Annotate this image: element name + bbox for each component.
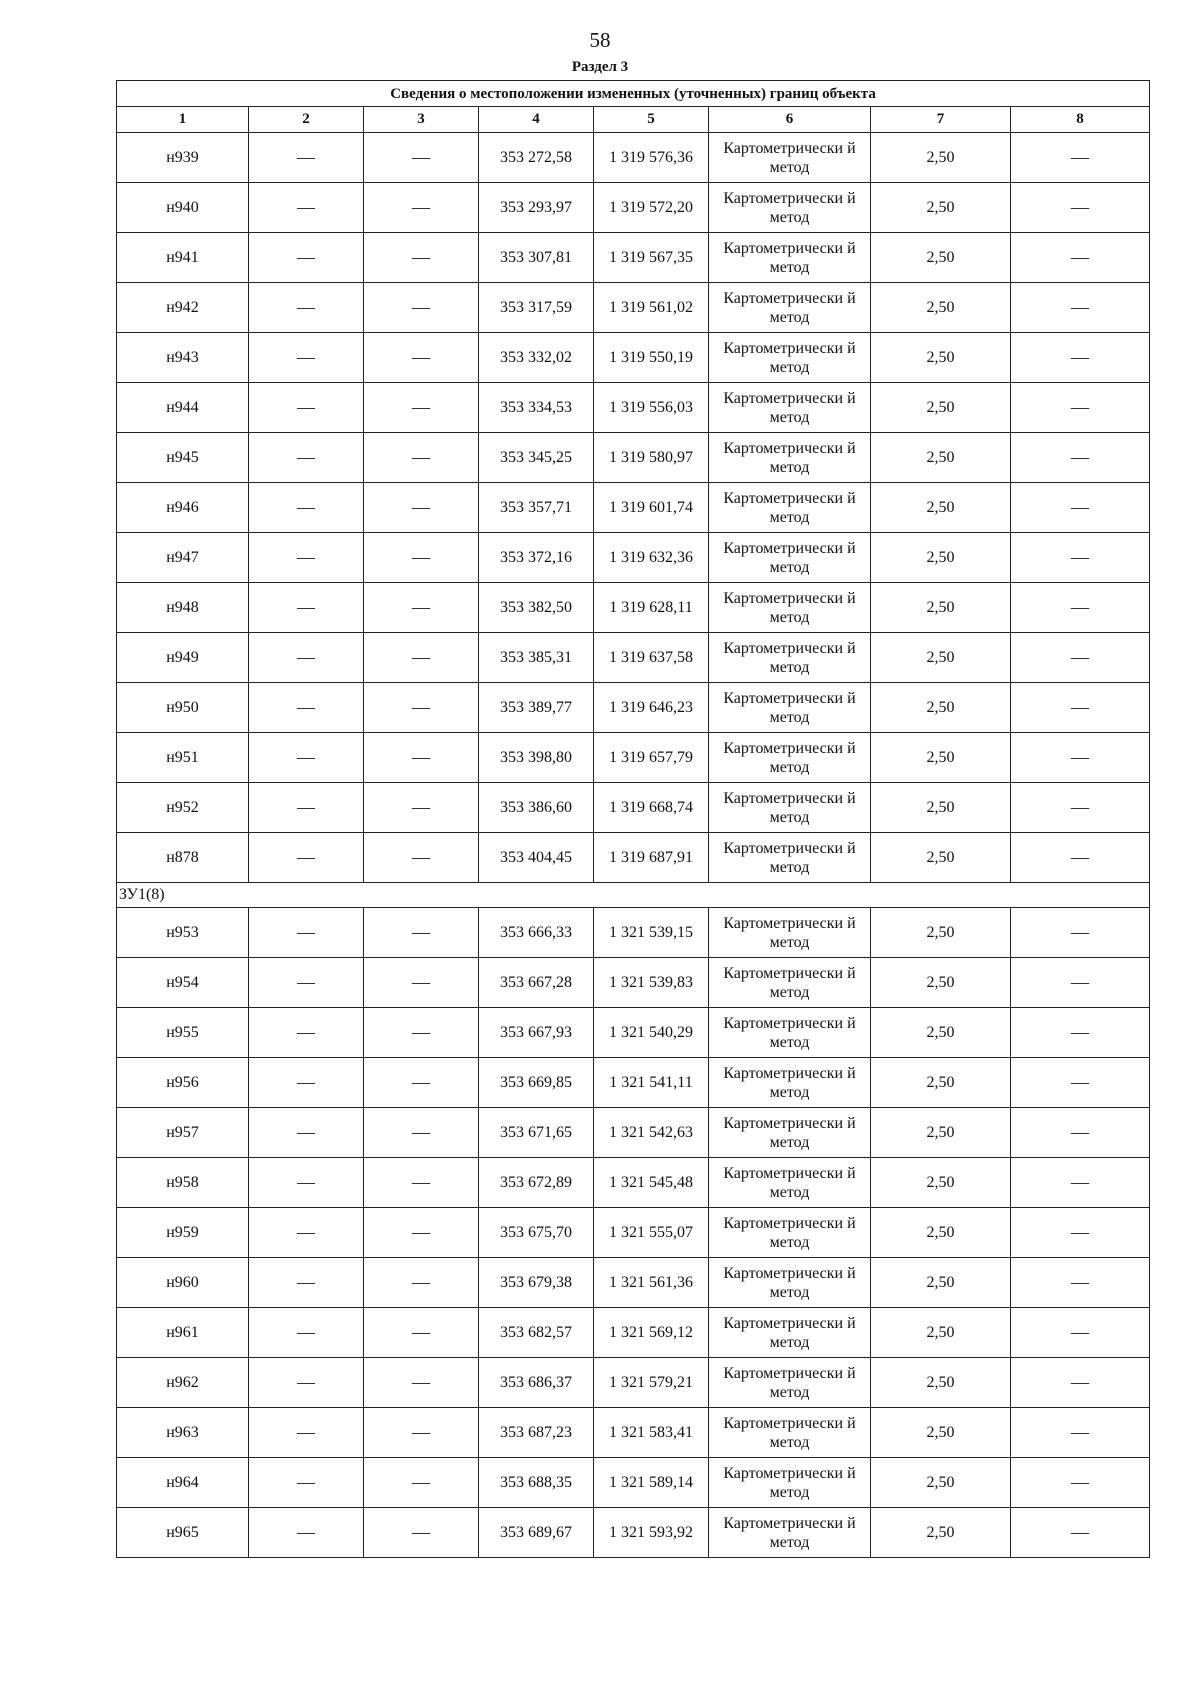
y-coordinate-cell: 1 321 539,15 <box>594 908 709 958</box>
column-8-cell: — <box>1011 483 1150 533</box>
column-3-cell: — <box>364 1208 479 1258</box>
table-row <box>117 1158 1150 1208</box>
y-coordinate-cell: 1 321 583,41 <box>594 1408 709 1458</box>
table-row <box>117 1458 1150 1508</box>
method-cell: Картометрически й метод <box>709 583 871 633</box>
method-cell: Картометрически й метод <box>709 783 871 833</box>
accuracy-cell: 2,50 <box>871 183 1011 233</box>
column-number: 8 <box>1011 107 1150 133</box>
column-8-cell: — <box>1011 633 1150 683</box>
accuracy-cell: 2,50 <box>871 683 1011 733</box>
accuracy-cell: 2,50 <box>871 1058 1011 1108</box>
column-3-cell: — <box>364 958 479 1008</box>
accuracy-cell: 2,50 <box>871 1258 1011 1308</box>
point-id-cell: н961 <box>117 1308 249 1358</box>
x-coordinate-cell: 353 669,85 <box>479 1058 594 1108</box>
column-2-cell: — <box>249 733 364 783</box>
x-coordinate-cell: 353 404,45 <box>479 833 594 883</box>
x-coordinate-cell: 353 682,57 <box>479 1308 594 1358</box>
method-cell: Картометрически й метод <box>709 833 871 883</box>
method-cell: Картометрически й метод <box>709 1308 871 1358</box>
y-coordinate-cell: 1 321 539,83 <box>594 958 709 1008</box>
table-row <box>117 1308 1150 1358</box>
x-coordinate-cell: 353 667,28 <box>479 958 594 1008</box>
table-row <box>117 783 1150 833</box>
method-cell: Картометрически й метод <box>709 383 871 433</box>
column-3-cell: — <box>364 1408 479 1458</box>
x-coordinate-cell: 353 672,89 <box>479 1158 594 1208</box>
method-cell: Картометрически й метод <box>709 633 871 683</box>
y-coordinate-cell: 1 321 542,63 <box>594 1108 709 1158</box>
page-number: 58 <box>589 28 611 52</box>
column-8-cell: — <box>1011 133 1150 183</box>
method-cell: Картометрически й метод <box>709 908 871 958</box>
point-id-cell: н941 <box>117 233 249 283</box>
table-body <box>117 133 1150 1558</box>
table-row <box>117 283 1150 333</box>
table-row <box>117 1358 1150 1408</box>
table-row <box>117 958 1150 1008</box>
x-coordinate-cell: 353 688,35 <box>479 1458 594 1508</box>
table-row <box>117 133 1150 183</box>
accuracy-cell: 2,50 <box>871 783 1011 833</box>
column-3-cell: — <box>364 383 479 433</box>
x-coordinate-cell: 353 687,23 <box>479 1408 594 1458</box>
table-row <box>117 733 1150 783</box>
y-coordinate-cell: 1 321 561,36 <box>594 1258 709 1308</box>
accuracy-cell: 2,50 <box>871 1408 1011 1458</box>
column-8-cell: — <box>1011 958 1150 1008</box>
x-coordinate-cell: 353 334,53 <box>479 383 594 433</box>
column-2-cell: — <box>249 1008 364 1058</box>
x-coordinate-cell: 353 689,67 <box>479 1508 594 1558</box>
table-row <box>117 1108 1150 1158</box>
column-2-cell: — <box>249 1458 364 1508</box>
column-3-cell: — <box>364 908 479 958</box>
method-cell: Картометрически й метод <box>709 958 871 1008</box>
table-row <box>117 683 1150 733</box>
column-2-cell: — <box>249 1508 364 1558</box>
y-coordinate-cell: 1 319 687,91 <box>594 833 709 883</box>
column-8-cell: — <box>1011 683 1150 733</box>
method-cell: Картометрически й метод <box>709 1108 871 1158</box>
column-3-cell: — <box>364 283 479 333</box>
column-8-cell: — <box>1011 908 1150 958</box>
accuracy-cell: 2,50 <box>871 908 1011 958</box>
column-2-cell: — <box>249 583 364 633</box>
x-coordinate-cell: 353 293,97 <box>479 183 594 233</box>
group-row <box>117 883 1150 908</box>
boundary-coordinates-table <box>116 80 1150 1558</box>
method-cell: Картометрически й метод <box>709 1008 871 1058</box>
method-cell: Картометрически й метод <box>709 133 871 183</box>
column-8-cell: — <box>1011 533 1150 583</box>
column-number: 6 <box>709 107 871 133</box>
column-2-cell: — <box>249 958 364 1008</box>
column-8-cell: — <box>1011 733 1150 783</box>
method-cell: Картометрически й метод <box>709 1158 871 1208</box>
point-id-cell: н958 <box>117 1158 249 1208</box>
point-id-cell: н963 <box>117 1408 249 1458</box>
table-row <box>117 383 1150 433</box>
accuracy-cell: 2,50 <box>871 333 1011 383</box>
column-2-cell: — <box>249 433 364 483</box>
column-3-cell: — <box>364 733 479 783</box>
method-cell: Картометрически й метод <box>709 183 871 233</box>
x-coordinate-cell: 353 389,77 <box>479 683 594 733</box>
method-cell: Картометрически й метод <box>709 483 871 533</box>
y-coordinate-cell: 1 321 569,12 <box>594 1308 709 1358</box>
column-8-cell: — <box>1011 1358 1150 1408</box>
accuracy-cell: 2,50 <box>871 1508 1011 1558</box>
y-coordinate-cell: 1 319 561,02 <box>594 283 709 333</box>
column-3-cell: — <box>364 1108 479 1158</box>
x-coordinate-cell: 353 675,70 <box>479 1208 594 1258</box>
group-label: ЗУ1(8) <box>117 883 1150 908</box>
column-8-cell: — <box>1011 1508 1150 1558</box>
accuracy-cell: 2,50 <box>871 1208 1011 1258</box>
column-8-cell: — <box>1011 1208 1150 1258</box>
column-3-cell: — <box>364 833 479 883</box>
point-id-cell: н955 <box>117 1008 249 1058</box>
accuracy-cell: 2,50 <box>871 383 1011 433</box>
column-number: 4 <box>479 107 594 133</box>
column-8-cell: — <box>1011 1258 1150 1308</box>
accuracy-cell: 2,50 <box>871 233 1011 283</box>
section-title: Раздел 3 <box>571 59 629 75</box>
point-id-cell: н952 <box>117 783 249 833</box>
y-coordinate-cell: 1 321 541,11 <box>594 1058 709 1108</box>
accuracy-cell: 2,50 <box>871 483 1011 533</box>
x-coordinate-cell: 353 345,25 <box>479 433 594 483</box>
table-row <box>117 633 1150 683</box>
point-id-cell: н939 <box>117 133 249 183</box>
column-2-cell: — <box>249 483 364 533</box>
column-2-cell: — <box>249 533 364 583</box>
point-id-cell: н946 <box>117 483 249 533</box>
column-2-cell: — <box>249 1058 364 1108</box>
column-number: 3 <box>364 107 479 133</box>
column-8-cell: — <box>1011 383 1150 433</box>
column-3-cell: — <box>364 1308 479 1358</box>
column-8-cell: — <box>1011 433 1150 483</box>
y-coordinate-cell: 1 319 556,03 <box>594 383 709 433</box>
method-cell: Картометрически й метод <box>709 1458 871 1508</box>
column-2-cell: — <box>249 1208 364 1258</box>
column-3-cell: — <box>364 183 479 233</box>
table-row <box>117 483 1150 533</box>
x-coordinate-cell: 353 372,16 <box>479 533 594 583</box>
table-row <box>117 1258 1150 1308</box>
table-row <box>117 833 1150 883</box>
column-2-cell: — <box>249 233 364 283</box>
column-number-row <box>117 107 1150 133</box>
y-coordinate-cell: 1 319 567,35 <box>594 233 709 283</box>
column-8-cell: — <box>1011 183 1150 233</box>
column-2-cell: — <box>249 783 364 833</box>
accuracy-cell: 2,50 <box>871 1308 1011 1358</box>
column-3-cell: — <box>364 583 479 633</box>
point-id-cell: н950 <box>117 683 249 733</box>
method-cell: Картометрически й метод <box>709 1258 871 1308</box>
x-coordinate-cell: 353 385,31 <box>479 633 594 683</box>
table-row <box>117 533 1150 583</box>
table-row <box>117 183 1150 233</box>
column-2-cell: — <box>249 383 364 433</box>
column-3-cell: — <box>364 1008 479 1058</box>
column-3-cell: — <box>364 1158 479 1208</box>
column-2-cell: — <box>249 1158 364 1208</box>
column-2-cell: — <box>249 1108 364 1158</box>
y-coordinate-cell: 1 319 628,11 <box>594 583 709 633</box>
column-3-cell: — <box>364 533 479 583</box>
y-coordinate-cell: 1 319 632,36 <box>594 533 709 583</box>
column-8-cell: — <box>1011 833 1150 883</box>
point-id-cell: н943 <box>117 333 249 383</box>
method-cell: Картометрически й метод <box>709 283 871 333</box>
column-3-cell: — <box>364 333 479 383</box>
y-coordinate-cell: 1 319 572,20 <box>594 183 709 233</box>
accuracy-cell: 2,50 <box>871 958 1011 1008</box>
accuracy-cell: 2,50 <box>871 133 1011 183</box>
point-id-cell: н945 <box>117 433 249 483</box>
x-coordinate-cell: 353 398,80 <box>479 733 594 783</box>
y-coordinate-cell: 1 321 545,48 <box>594 1158 709 1208</box>
column-3-cell: — <box>364 1058 479 1108</box>
table-caption-row <box>117 81 1150 107</box>
point-id-cell: н964 <box>117 1458 249 1508</box>
column-2-cell: — <box>249 1308 364 1358</box>
accuracy-cell: 2,50 <box>871 1108 1011 1158</box>
point-id-cell: н954 <box>117 958 249 1008</box>
point-id-cell: н959 <box>117 1208 249 1258</box>
method-cell: Картометрически й метод <box>709 683 871 733</box>
table-row <box>117 1508 1150 1558</box>
x-coordinate-cell: 353 386,60 <box>479 783 594 833</box>
method-cell: Картометрически й метод <box>709 1358 871 1408</box>
column-2-cell: — <box>249 133 364 183</box>
column-3-cell: — <box>364 233 479 283</box>
table-caption: Сведения о местоположении измененных (уточненных) границ объекта <box>117 81 1150 107</box>
accuracy-cell: 2,50 <box>871 633 1011 683</box>
accuracy-cell: 2,50 <box>871 283 1011 333</box>
point-id-cell: н957 <box>117 1108 249 1158</box>
x-coordinate-cell: 353 332,02 <box>479 333 594 383</box>
accuracy-cell: 2,50 <box>871 833 1011 883</box>
column-3-cell: — <box>364 133 479 183</box>
column-8-cell: — <box>1011 283 1150 333</box>
accuracy-cell: 2,50 <box>871 1158 1011 1208</box>
point-id-cell: н953 <box>117 908 249 958</box>
method-cell: Картометрически й метод <box>709 533 871 583</box>
x-coordinate-cell: 353 666,33 <box>479 908 594 958</box>
column-2-cell: — <box>249 333 364 383</box>
x-coordinate-cell: 353 671,65 <box>479 1108 594 1158</box>
method-cell: Картометрически й метод <box>709 233 871 283</box>
point-id-cell: н956 <box>117 1058 249 1108</box>
column-8-cell: — <box>1011 1008 1150 1058</box>
point-id-cell: н944 <box>117 383 249 433</box>
column-2-cell: — <box>249 633 364 683</box>
column-number: 5 <box>594 107 709 133</box>
table-row <box>117 433 1150 483</box>
column-8-cell: — <box>1011 1458 1150 1508</box>
table-row <box>117 233 1150 283</box>
point-id-cell: н878 <box>117 833 249 883</box>
table-row <box>117 1008 1150 1058</box>
y-coordinate-cell: 1 319 580,97 <box>594 433 709 483</box>
accuracy-cell: 2,50 <box>871 1358 1011 1408</box>
column-2-cell: — <box>249 683 364 733</box>
column-8-cell: — <box>1011 233 1150 283</box>
point-id-cell: н965 <box>117 1508 249 1558</box>
point-id-cell: н960 <box>117 1258 249 1308</box>
y-coordinate-cell: 1 319 550,19 <box>594 333 709 383</box>
method-cell: Картометрически й метод <box>709 1408 871 1458</box>
column-3-cell: — <box>364 1508 479 1558</box>
accuracy-cell: 2,50 <box>871 733 1011 783</box>
column-8-cell: — <box>1011 333 1150 383</box>
column-2-cell: — <box>249 1358 364 1408</box>
accuracy-cell: 2,50 <box>871 433 1011 483</box>
column-3-cell: — <box>364 633 479 683</box>
x-coordinate-cell: 353 382,50 <box>479 583 594 633</box>
x-coordinate-cell: 353 272,58 <box>479 133 594 183</box>
column-3-cell: — <box>364 1458 479 1508</box>
x-coordinate-cell: 353 357,71 <box>479 483 594 533</box>
column-number: 7 <box>871 107 1011 133</box>
point-id-cell: н962 <box>117 1358 249 1408</box>
x-coordinate-cell: 353 679,38 <box>479 1258 594 1308</box>
y-coordinate-cell: 1 321 589,14 <box>594 1458 709 1508</box>
x-coordinate-cell: 353 667,93 <box>479 1008 594 1058</box>
column-number: 2 <box>249 107 364 133</box>
x-coordinate-cell: 353 686,37 <box>479 1358 594 1408</box>
y-coordinate-cell: 1 319 576,36 <box>594 133 709 183</box>
method-cell: Картометрически й метод <box>709 733 871 783</box>
column-8-cell: — <box>1011 783 1150 833</box>
y-coordinate-cell: 1 321 555,07 <box>594 1208 709 1258</box>
accuracy-cell: 2,50 <box>871 1458 1011 1508</box>
table-row <box>117 333 1150 383</box>
point-id-cell: н940 <box>117 183 249 233</box>
x-coordinate-cell: 353 307,81 <box>479 233 594 283</box>
accuracy-cell: 2,50 <box>871 533 1011 583</box>
method-cell: Картометрически й метод <box>709 1058 871 1108</box>
column-2-cell: — <box>249 283 364 333</box>
column-8-cell: — <box>1011 1308 1150 1358</box>
point-id-cell: н948 <box>117 583 249 633</box>
column-3-cell: — <box>364 1258 479 1308</box>
column-2-cell: — <box>249 833 364 883</box>
column-2-cell: — <box>249 1408 364 1458</box>
y-coordinate-cell: 1 319 668,74 <box>594 783 709 833</box>
table-row <box>117 1058 1150 1108</box>
column-8-cell: — <box>1011 583 1150 633</box>
column-8-cell: — <box>1011 1058 1150 1108</box>
column-number: 1 <box>117 107 249 133</box>
column-3-cell: — <box>364 1358 479 1408</box>
column-2-cell: — <box>249 183 364 233</box>
column-2-cell: — <box>249 908 364 958</box>
column-8-cell: — <box>1011 1158 1150 1208</box>
column-3-cell: — <box>364 783 479 833</box>
table-row <box>117 583 1150 633</box>
method-cell: Картометрически й метод <box>709 433 871 483</box>
method-cell: Картометрически й метод <box>709 333 871 383</box>
y-coordinate-cell: 1 321 593,92 <box>594 1508 709 1558</box>
column-8-cell: — <box>1011 1408 1150 1458</box>
method-cell: Картометрически й метод <box>709 1208 871 1258</box>
y-coordinate-cell: 1 319 646,23 <box>594 683 709 733</box>
column-3-cell: — <box>364 683 479 733</box>
column-8-cell: — <box>1011 1108 1150 1158</box>
accuracy-cell: 2,50 <box>871 583 1011 633</box>
y-coordinate-cell: 1 319 601,74 <box>594 483 709 533</box>
table-row <box>117 1208 1150 1258</box>
method-cell: Картометрически й метод <box>709 1508 871 1558</box>
y-coordinate-cell: 1 319 637,58 <box>594 633 709 683</box>
point-id-cell: н951 <box>117 733 249 783</box>
table-row <box>117 1408 1150 1458</box>
column-3-cell: — <box>364 433 479 483</box>
y-coordinate-cell: 1 319 657,79 <box>594 733 709 783</box>
column-3-cell: — <box>364 483 479 533</box>
y-coordinate-cell: 1 321 579,21 <box>594 1358 709 1408</box>
x-coordinate-cell: 353 317,59 <box>479 283 594 333</box>
table-row <box>117 908 1150 958</box>
point-id-cell: н949 <box>117 633 249 683</box>
accuracy-cell: 2,50 <box>871 1008 1011 1058</box>
y-coordinate-cell: 1 321 540,29 <box>594 1008 709 1058</box>
point-id-cell: н947 <box>117 533 249 583</box>
point-id-cell: н942 <box>117 283 249 333</box>
column-2-cell: — <box>249 1258 364 1308</box>
